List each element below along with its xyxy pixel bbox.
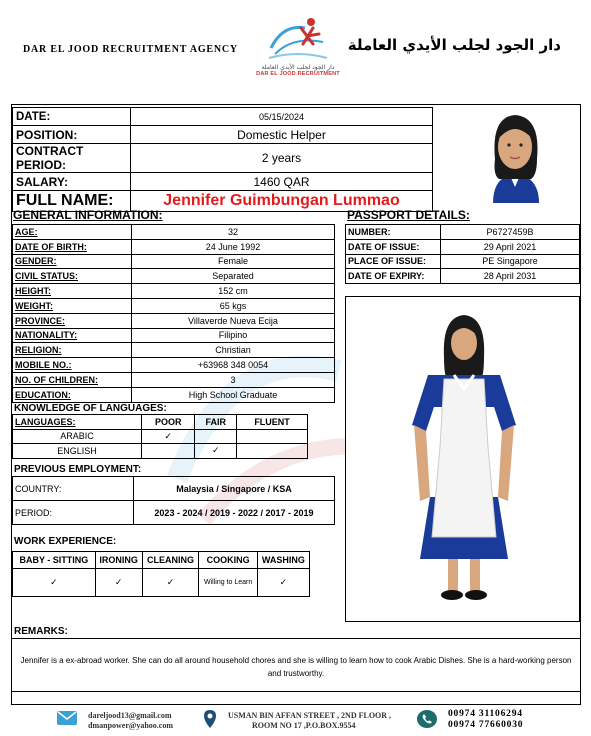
passport-title: PASSPORT DETAILS: — [347, 208, 470, 222]
language-name: ARABIC — [13, 429, 142, 444]
employment-period-value: 2023 - 2024 / 2019 - 2022 / 2017 - 2019 — [134, 501, 335, 525]
contract-row-position — [13, 126, 433, 144]
ironing-header: IRONING — [95, 552, 142, 569]
info-row — [13, 343, 335, 358]
passport-label: NUMBER: — [346, 225, 441, 240]
contract-row-salary — [13, 173, 433, 191]
passport-value: P6727459B — [441, 225, 580, 240]
fluent-col-header: FLUENT — [237, 415, 308, 430]
previous-employment-title: PREVIOUS EMPLOYMENT: — [14, 464, 142, 475]
baby-sitting-check: ✓ — [13, 569, 96, 597]
salary-value: 1460 QAR — [131, 173, 433, 191]
general-info-table — [12, 224, 335, 403]
remarks-title: REMARKS: — [14, 626, 68, 637]
info-row — [13, 284, 335, 299]
language-poor-check: ✓ — [142, 429, 195, 444]
info-value: 32 — [132, 225, 335, 240]
info-label: WEIGHT: — [13, 298, 132, 313]
languages-header-row — [13, 415, 308, 430]
contract-period-label: CONTRACT PERIOD: — [13, 144, 131, 173]
contract-period-value: 2 years — [131, 144, 433, 173]
passport-value: PE Singapore — [441, 254, 580, 269]
info-value: +63968 348 0054 — [132, 358, 335, 373]
date-label: DATE: — [13, 108, 131, 126]
position-label: POSITION: — [13, 126, 131, 144]
info-label: AGE: — [13, 225, 132, 240]
info-row — [13, 239, 335, 254]
contract-row-period — [13, 144, 433, 173]
info-label: MOBILE NO.: — [13, 358, 132, 373]
info-value: High School Graduate — [132, 387, 335, 402]
work-values-row — [13, 569, 310, 597]
contract-row-date — [13, 108, 433, 126]
footer-email-2: dmanpower@yahoo.com — [88, 721, 173, 730]
info-value: Separated — [132, 269, 335, 284]
agency-name-arabic: دار الجود لجلب الأيدي العاملة — [347, 36, 561, 54]
date-value: 05/15/2024 — [131, 108, 433, 126]
fair-col-header: FAIR — [195, 415, 237, 430]
passport-label: DATE OF EXPIRY: — [346, 269, 441, 284]
language-fair-check: ✓ — [195, 444, 237, 459]
info-value: Female — [132, 254, 335, 269]
previous-employment-table — [12, 476, 335, 525]
location-pin-icon — [203, 709, 217, 729]
ironing-check: ✓ — [95, 569, 142, 597]
headshot-photo — [453, 107, 578, 203]
language-fluent-check — [237, 429, 308, 444]
employment-row-period — [13, 501, 335, 525]
phone-icon — [416, 709, 438, 729]
email-icon — [56, 710, 78, 726]
cleaning-header: CLEANING — [142, 552, 199, 569]
info-value: 24 June 1992 — [132, 239, 335, 254]
info-row — [13, 387, 335, 402]
info-label: HEIGHT: — [13, 284, 132, 299]
full-body-photo — [345, 296, 580, 622]
languages-col-header: LANGUAGES: — [13, 415, 142, 430]
info-label: NATIONALITY: — [13, 328, 132, 343]
poor-col-header: POOR — [142, 415, 195, 430]
work-experience-title: WORK EXPERIENCE: — [14, 536, 117, 547]
remarks-text: Jennifer is a ex-abroad worker. She can do all around household chores and she is willing to learn how to cook Arabic Dishes. She is a hard-working person and trustworthy. — [20, 656, 572, 678]
logo-text-english: DAR EL JOOD RECRUITMENT — [256, 71, 340, 77]
passport-row — [346, 254, 580, 269]
passport-label: DATE OF ISSUE: — [346, 239, 441, 254]
agency-logo — [253, 14, 343, 86]
info-label: NO. OF CHILDREN: — [13, 372, 132, 387]
country-value: Malaysia / Singapore / KSA — [134, 477, 335, 501]
country-label: COUNTRY: — [13, 477, 134, 501]
footer-phone-1: 00974 31106294 — [448, 709, 523, 719]
washing-header: WASHING — [257, 552, 309, 569]
passport-value: 28 April 2031 — [441, 269, 580, 284]
salary-label: SALARY: — [13, 173, 131, 191]
language-row — [13, 429, 308, 444]
info-label: CIVIL STATUS: — [13, 269, 132, 284]
passport-label: PLACE OF ISSUE: — [346, 254, 441, 269]
agency-name-english: DAR EL JOOD RECRUITMENT AGENCY — [23, 44, 238, 55]
info-label: PROVINCE: — [13, 313, 132, 328]
info-row — [13, 328, 335, 343]
info-value: Filipino — [132, 328, 335, 343]
logo-mark-icon — [263, 14, 333, 64]
info-label: EDUCATION: — [13, 387, 132, 402]
languages-title: KNOWLEDGE OF LANGUAGES: — [14, 403, 167, 414]
full-name-value: Jennifer Guimbungan Lummao — [131, 191, 433, 212]
passport-row — [346, 225, 580, 240]
info-row — [13, 372, 335, 387]
language-name: ENGLISH — [13, 444, 142, 459]
language-poor-check — [142, 444, 195, 459]
language-fair-check — [195, 429, 237, 444]
info-value: 3 — [132, 372, 335, 387]
info-row — [13, 313, 335, 328]
passport-row — [346, 269, 580, 284]
contract-table — [12, 107, 433, 212]
baby-sitting-header: BABY - SITTING — [13, 552, 96, 569]
language-row — [13, 444, 308, 459]
info-value: 65 kgs — [132, 298, 335, 313]
info-value: 152 cm — [132, 284, 335, 299]
work-header-row — [13, 552, 310, 569]
passport-value: 29 April 2021 — [441, 239, 580, 254]
language-fluent-check — [237, 444, 308, 459]
employment-row-country — [13, 477, 335, 501]
cooking-header: COOKING — [199, 552, 257, 569]
info-row — [13, 298, 335, 313]
footer-address-1: USMAN BIN AFFAN STREET , 2ND FLOOR , — [228, 711, 392, 720]
position-value: Domestic Helper — [131, 126, 433, 144]
info-label: DATE OF BIRTH: — [13, 239, 132, 254]
footer-email-1: dareljood13@gmail.com — [88, 711, 172, 720]
cleaning-check: ✓ — [142, 569, 199, 597]
info-label: RELIGION: — [13, 343, 132, 358]
info-row — [13, 358, 335, 373]
footer — [0, 706, 591, 736]
info-value: Villaverde Nueva Ecija — [132, 313, 335, 328]
footer-address-2: ROOM NO 17 ,P.O.BOX.9554 — [252, 721, 356, 730]
cooking-value: Willing to Learn — [199, 569, 257, 597]
passport-table — [345, 224, 580, 284]
info-row — [13, 254, 335, 269]
info-value: Christian — [132, 343, 335, 358]
full-name-label: FULL NAME: — [13, 191, 131, 212]
languages-table — [12, 414, 308, 459]
footer-phone-2: 00974 77660030 — [448, 720, 524, 730]
info-row — [13, 269, 335, 284]
work-experience-table — [12, 551, 310, 597]
general-info-title: GENERAL INFORMATION: — [13, 208, 163, 222]
info-row — [13, 225, 335, 240]
passport-row — [346, 239, 580, 254]
employment-period-label: PERIOD: — [13, 501, 134, 525]
washing-check: ✓ — [257, 569, 309, 597]
info-label: GENDER: — [13, 254, 132, 269]
logo-text-arabic: دار الجود لجلب الأيدي العاملة — [261, 64, 335, 71]
